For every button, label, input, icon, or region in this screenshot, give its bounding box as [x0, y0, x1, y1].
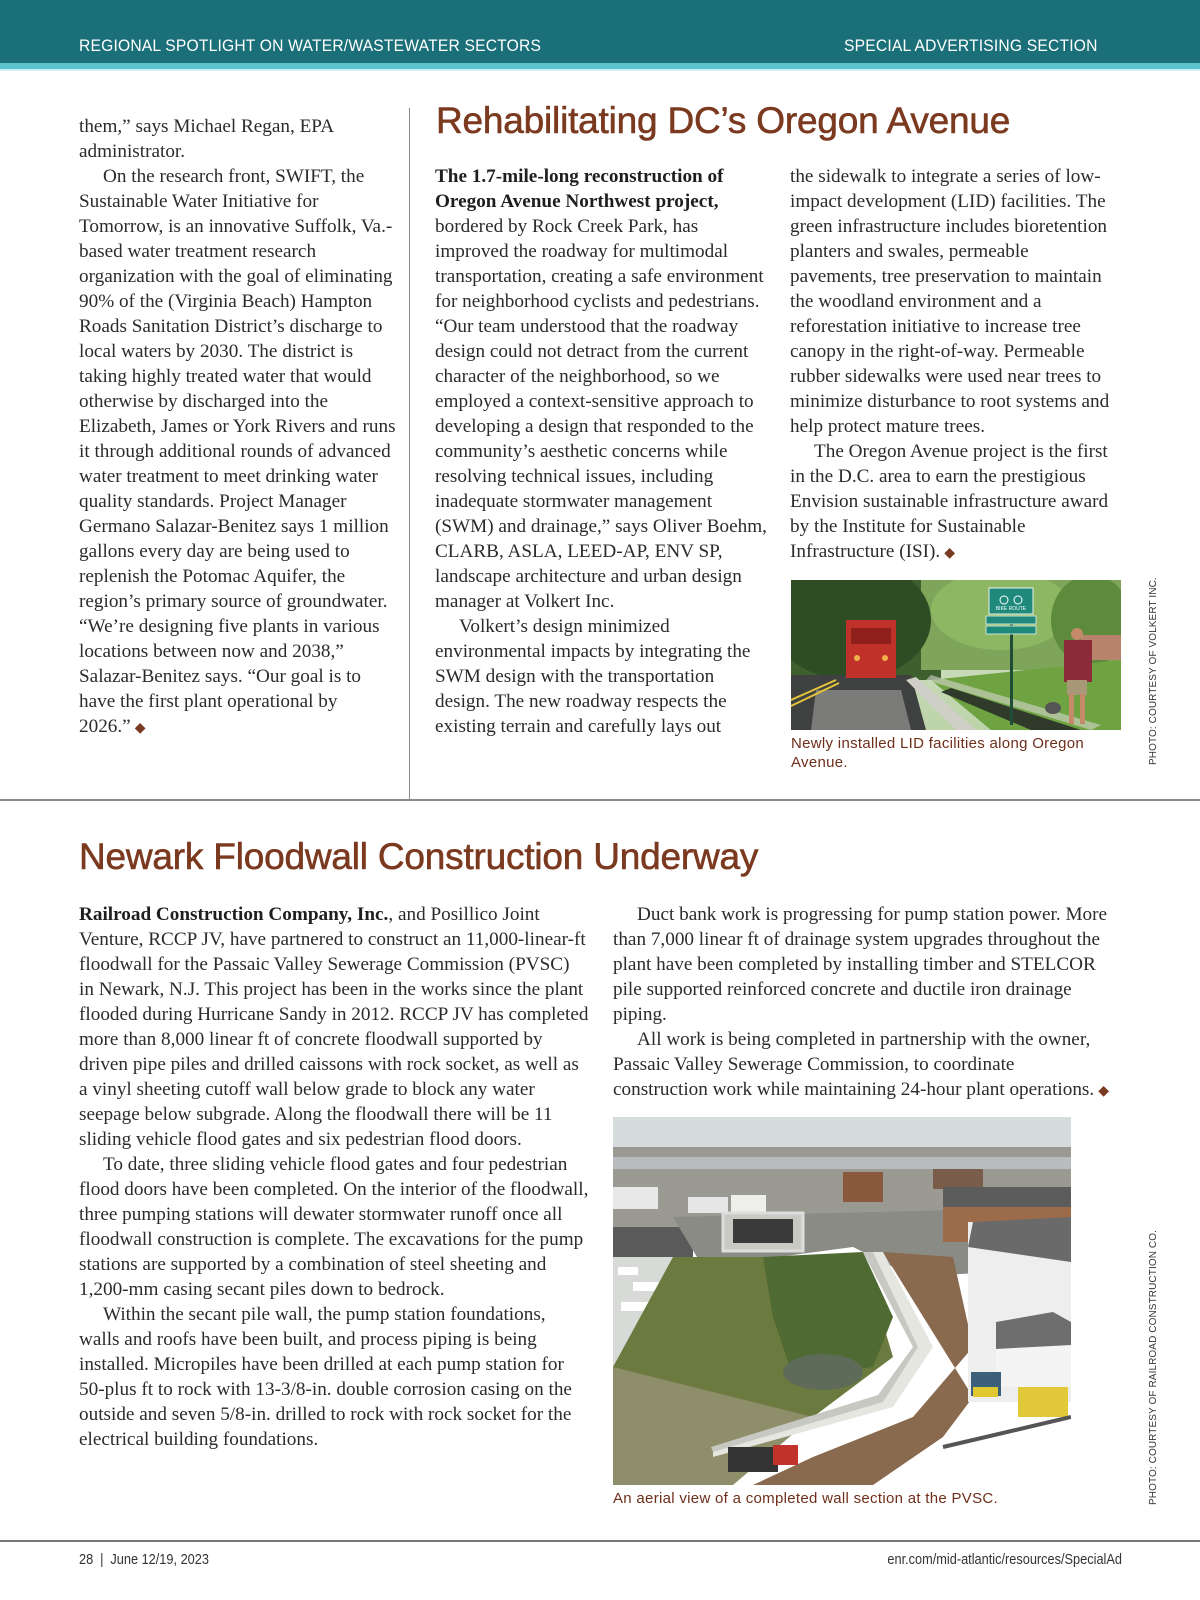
photo-aerial-pvsc-floodwall	[613, 1117, 1071, 1485]
paragraph-text: On the research front, SWIFT, the Sustainable Water Initiative for Tomorrow, is an innovative Suffolk, Va.-based water treatment research organization with the goal of eliminating 90% of the (Virginia Beach) Hampton Roads Sanitation District’s discharge to local waters by 2030. The district is taking highly treated water that would otherwise by discharged into the Elizabeth, James or York Rivers and runs it through additional rounds of advanced water treatment to meet drinking water quality standards. Project Manager Germano Salazar-Benitez says 1 million gallons every day are being used to replenish the Potomac Aquifer, the region’s primary source of groundwater. “We’re designing five plants in various locations between now and 2038,” Salazar-Benitez says. “Our goal is to have the first plant operational by 2026.”	[79, 166, 396, 737]
paragraph-text: , and Posillico Joint Venture, RCCP JV, have partnered to construct an 11,000-linear-ft floodwall for the Passaic Valley Sewerage Commission (PVSC) in Newark, N.J. This project has been in the works since the plant flooded during Hurricane Sandy in 2012. RCCP JV has completed more than 8,000 linear ft of concrete floodwall supported by driven pipe piles and drilled caissons with rock socket, as well as a vinyl sheeting cutoff wall below grade to block any water seepage below subgrade. Along the floodwall there will be 11 sliding vehicle flood gates and six pedestrian flood doors.	[79, 904, 589, 1150]
paragraph	[79, 902, 589, 1152]
photo-caption-oregon-avenue: Newly installed LID facilities along Oregon Avenue.	[791, 735, 1085, 771]
aerial-view-illustration	[613, 1117, 1071, 1485]
lead-in-bold: Railroad Construction Company, Inc.	[79, 904, 389, 925]
paragraph	[79, 164, 397, 741]
special-advertising-label: SPECIAL ADVERTISING SECTION	[844, 36, 1098, 55]
article2-column1	[79, 902, 589, 1452]
section-header-bar	[0, 0, 1200, 63]
article1-column1	[435, 164, 770, 739]
article-title-oregon-avenue: Rehabilitating DC’s Oregon Avenue	[436, 100, 1011, 141]
photo-caption-pvsc: An aerial view of a completed wall section at the PVSC.	[613, 1490, 999, 1507]
photo-credit-railroad-construction: PHOTO: COURTESY OF RAILROAD CONSTRUCTION CO.	[1148, 1230, 1159, 1505]
paragraph-text: The Oregon Avenue project is the first in the D.C. area to earn the prestigious Envision sustainable infrastructure award by the Institute for Sustainable Infrastructure (ISI).	[790, 441, 1109, 562]
footer-page-info	[79, 1551, 209, 1568]
footer-rule	[0, 1540, 1200, 1542]
paragraph: the sidewalk to integrate a series of low-impact development (LID) facilities. The green infrastructure includes bioretention planters and swales, permeable pavements, tree preservation to maintain the woodland environment and a reforestation initiative to increase tree canopy in the right-of-way. Permeable rubber sidewalks were used near trees to minimize disturbance to root systems and help protect mature trees.	[790, 166, 1110, 437]
footer-url-link[interactable]: enr.com/mid-atlantic/resources/SpecialAd	[887, 1551, 1122, 1568]
article1-column2	[790, 164, 1120, 566]
section-header-title: REGIONAL SPOTLIGHT ON WATER/WASTEWATER SECTORS	[79, 36, 542, 55]
paragraph	[790, 439, 1120, 566]
paragraph: Volkert’s design minimized environmental impacts by integrating the SWM design with the transportation design. The new roadway respects the existing terrain and carefully lays out	[435, 616, 751, 737]
end-mark-diamond-icon: ◆	[1098, 1084, 1109, 1099]
photo-credit-volkert: PHOTO: COURTESY OF VOLKERT INC.	[1148, 577, 1159, 765]
article2-column2	[613, 902, 1113, 1104]
header-accent-stripe-light	[0, 69, 1200, 71]
paragraph: Duct bank work is progressing for pump station power. More than 7,000 linear ft of drainage system upgrades throughout the plant have been completed by installing timber and STELCOR pile supported reinforced concrete and ductile iron drainage piping.	[613, 904, 1108, 1025]
lead-in-bold: The 1.7-mile-long reconstruction of Oregon Avenue Northwest project,	[435, 166, 724, 212]
section-divider	[0, 799, 1200, 801]
page-number: 28	[79, 1551, 94, 1568]
paragraph	[435, 164, 770, 614]
issue-date: June 12/19, 2023	[110, 1551, 209, 1568]
paragraph-text: bordered by Rock Creek Park, has improved the roadway for multimodal transportation, creating a safe environment for neighborhood cyclists and pedestrians. “Our team understood that the roadway design could not detract from the current character of the neighborhood, so we employed a context-sensitive approach to developing a design that responded to the community’s aesthetic concerns while resolving technical issues, including inadequate stormwater management (SWM) and drainage,” says Oliver Boehm, CLARB, ASLA, LEED-AP, ENV SP, landscape architecture and urban design manager at Volkert Inc.	[435, 216, 767, 612]
footer-separator: |	[100, 1551, 104, 1568]
paragraph: them,” says Michael Regan, EPA administrator.	[79, 116, 334, 162]
photo-oregon-avenue-lid	[791, 580, 1121, 730]
bike-route-sign-text: BIKE ROUTE	[995, 606, 1027, 612]
paragraph: Within the secant pile wall, the pump station foundations, walls and roofs have been built, and process piping is being installed. Micropiles have been drilled at each pump station for 50-plus ft to rock with 13-3/8-in. double corrosion casing on the outside and seven 5/8-in. drilled to rock with rock socket for the electrical building foundations.	[79, 1304, 572, 1450]
end-mark-diamond-icon: ◆	[944, 546, 956, 561]
article-title-newark-floodwall: Newark Floodwall Construction Underway	[79, 836, 759, 877]
paragraph: To date, three sliding vehicle flood gates and four pedestrian flood doors have been completed. On the interior of the floodwall, three pumping stations will dewater stormwater runoff once all floodwall construction is complete. The excavations for the pump stations are supported by a combination of steel sheeting and 1,200-mm casing secant piles down to bedrock.	[79, 1154, 589, 1300]
paragraph	[613, 1027, 1113, 1104]
paragraph-text: All work is being completed in partnership with the owner, Passaic Valley Sewerage Commission, to coordinate construction work while maintaining 24-hour plant operations.	[613, 1029, 1095, 1100]
continued-article-column	[79, 114, 397, 741]
column-divider	[409, 108, 410, 800]
street-scene-illustration	[791, 580, 1121, 730]
end-mark-diamond-icon: ◆	[134, 721, 146, 736]
